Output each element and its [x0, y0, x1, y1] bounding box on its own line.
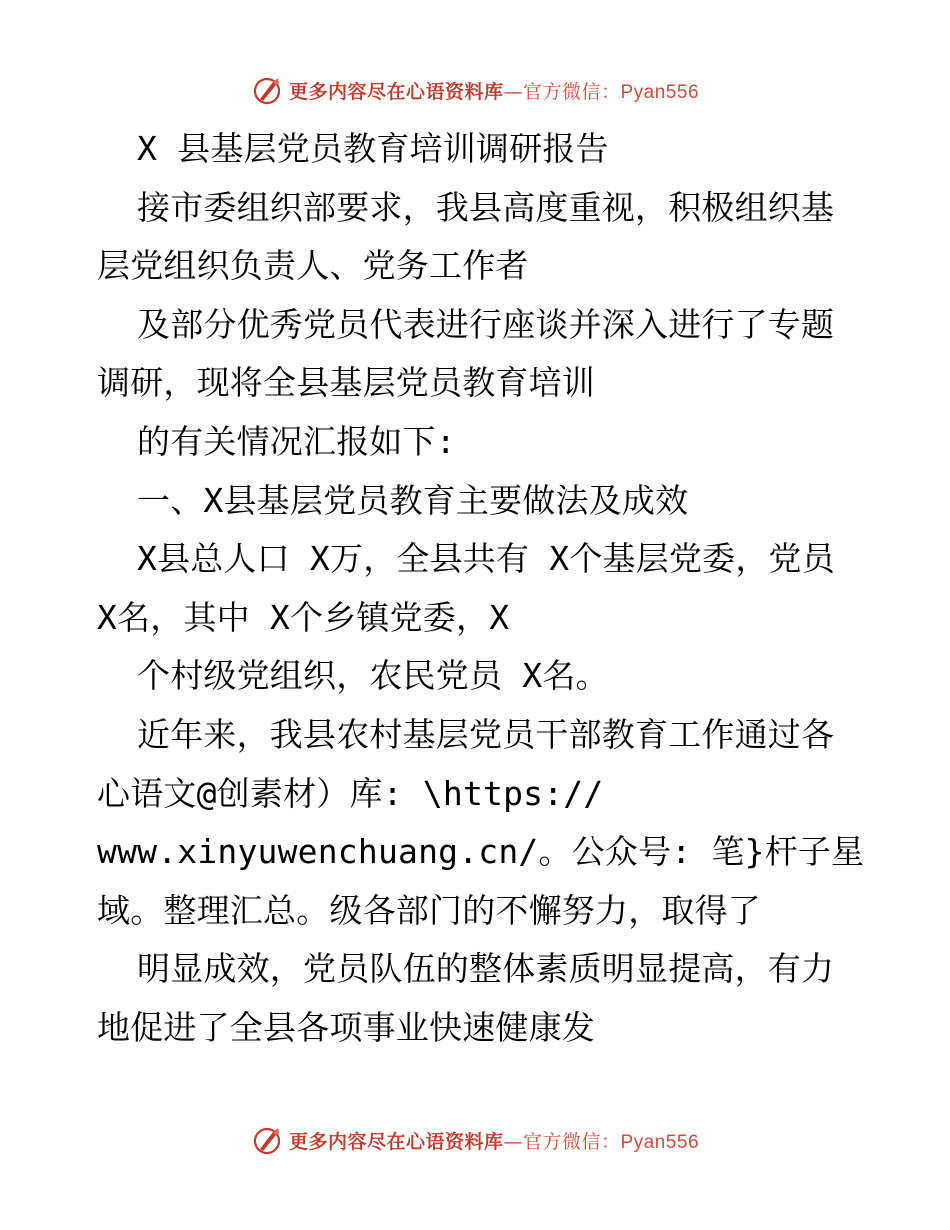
watermark-brand: 更多内容尽在心语资料库 [288, 1130, 504, 1153]
document-line: 的有关情况汇报如下: [137, 421, 456, 461]
quill-pen-logo-icon [251, 1124, 283, 1156]
document-line: 调研，现将全县基层党员教育培训 [97, 363, 595, 403]
document-line: www.xinyuwenchuang.cn/。公众号: 笔}杆子星 [97, 832, 865, 872]
document-line: 一、X县基层党员教育主要做法及成效 [137, 480, 689, 520]
document-line: X县总人口 X万，全县共有 X个基层党委，党员 [137, 539, 835, 579]
document-line: 及部分优秀党员代表进行座谈并深入进行了专题 [137, 304, 835, 344]
watermark-contact-id: Pyan556 [620, 81, 700, 103]
watermark-dash: — [503, 80, 523, 103]
watermark-dash: — [503, 1130, 523, 1153]
watermark-contact-label: 官方微信： [522, 80, 621, 103]
document-line: 层党组织负责人、党务工作者 [97, 246, 529, 286]
document-line: 近年来，我县农村基层党员干部教育工作通过各 [137, 714, 835, 754]
document-line: 心语文@创素材）库: \https:// [97, 773, 604, 813]
document-line: 个村级党组织，农民党员 X名。 [137, 656, 609, 696]
watermark-header [0, 70, 950, 110]
document-body [97, 120, 865, 1058]
document-line: 地促进了全县各项事业快速健康发 [97, 1007, 595, 1047]
watermark-text [289, 1127, 699, 1154]
document-line: 域。整理汇总。级各部门的不懈努力，取得了 [97, 890, 761, 930]
quill-pen-logo-icon [251, 74, 283, 106]
watermark-text [289, 77, 699, 104]
watermark-contact-id: Pyan556 [620, 1131, 700, 1153]
document-line: 明显成效，党员队伍的整体素质明显提高，有力 [137, 949, 835, 989]
watermark-contact-label: 官方微信： [522, 1130, 621, 1153]
watermark-footer [0, 1120, 950, 1160]
document-line: X名，其中 X个乡镇党委，X [97, 597, 510, 637]
watermark-brand: 更多内容尽在心语资料库 [288, 80, 504, 103]
document-line: X 县基层党员教育培训调研报告 [137, 129, 609, 168]
document-line: 接市委组织部要求，我县高度重视，积极组织基 [137, 187, 835, 227]
